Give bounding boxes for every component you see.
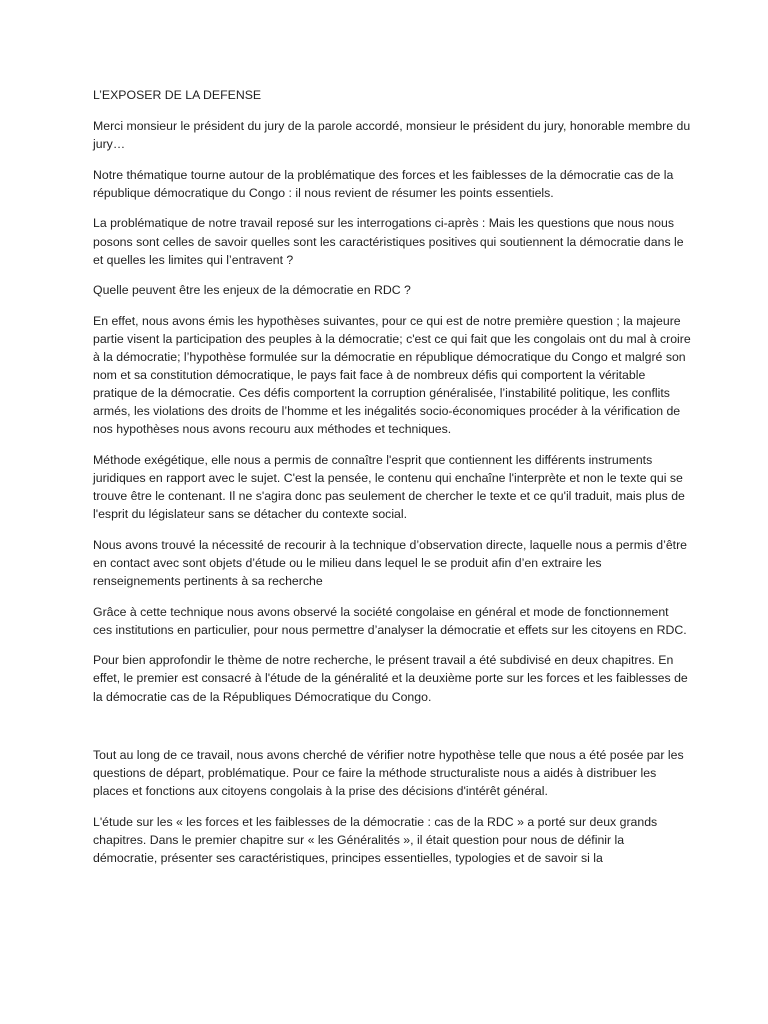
- paragraph-hypotheses: En effet, nous avons émis les hypothèses suivantes, pour ce qui est de notre première question ; la majeure partie visent la participation des peuples à la démocratie; c'est ce qui fait que les congolais ont du mal à croire à la démocratie; l’hypothèse formulée sur la démocratie en république démocratique du Congo et malgré son nom et sa constitution démocratique, le pays fait face à de nombreux défis qui comportent la véritable pratique de la démocratie. Ces défis comportent la corruption généralisée, l’instabilité politique, les conflits armés, les violations des droits de l’homme et les inégalités socio-économiques procéder à la vérification de nos hypothèses nous avons recouru aux méthodes et techniques.: [93, 313, 691, 437]
- paragraph-exegetic-method: Méthode exégétique, elle nous a permis de connaître l'esprit que contiennent les différents instruments juridiques en rapport avec le sujet. C'est la pensée, le contenu qui enchaîne l'interprète et non le texte qui se trouve être le contenant. Il ne s'agira donc pas seulement de chercher le texte et ce qu'il traduit, mais plus de l'esprit du législateur sans se détacher du contexte social.: [93, 453, 685, 522]
- paragraph-question: Quelle peuvent être les enjeux de la démocratie en RDC ?: [93, 283, 411, 298]
- paragraph-subdivision: Pour bien approfondir le thème de notre recherche, le présent travail a été subdivisé en deux chapitres. En effet, le premier est consacré à l'étude de la généralité et la deuxième porte sur les forces et les faiblesses de la démocratie cas de la Républiques Démocratique du Congo.: [93, 653, 688, 704]
- paragraph-theme: Notre thématique tourne autour de la problématique des forces et les faiblesses de la démocratie cas de la république démocratique du Congo : il nous revient de résumer les points essentiels.: [93, 167, 674, 200]
- paragraph-study-summary: L'étude sur les « les forces et les faiblesses de la démocratie : cas de la RDC » a porté sur deux grands chapitres. Dans le premier chapitre sur « les Généralités », il était question pour nous de définir la démocratie, présenter ses caractéristiques, principes essentielles, typologies et de savoir si la: [93, 814, 658, 866]
- paragraph-greeting: Merci monsieur le président du jury de la parole accordé, monsieur le président du jury, honorable membre du jury…: [93, 119, 691, 152]
- paragraph-observation-technique: Nous avons trouvé la nécessité de recourir à la technique d’observation directe, laquelle nous a permis d’être en contact avec sont objets d’étude ou le milieu dans lequel le se produit afin d’en extraire les renseignements pertinents à sa recherche: [93, 537, 688, 589]
- document-body: [93, 86, 691, 880]
- paragraph-spacer: [93, 718, 691, 746]
- paragraph-structuralist-method: Tout au long de ce travail, nous avons cherché de vérifier notre hypothèse telle que nous a été posée par les questions de départ, problématique. Pour ce faire la méthode structuraliste nous a aidés à distribuer les places et fonctions aux citoyens congolais à la prise des décisions d'intérêt général.: [93, 748, 684, 799]
- paragraph-problematic: La problématique de notre travail reposé sur les interrogations ci-après : Mais les questions que nous nous posons sont celles de savoir quelles sont les caractéristiques positives qui soutiennent la démocratie dans le et quelles les limites qui l’entravent ?: [93, 216, 684, 267]
- document-title: L’EXPOSER DE LA DEFENSE: [93, 88, 262, 102]
- paragraph-observation-results: Grâce à cette technique nous avons observé la société congolaise en général et mode de fonctionnement ces institutions en particulier, pour nous permettre d’analyser la démocratie et effets sur les citoyens en RDC.: [93, 604, 687, 637]
